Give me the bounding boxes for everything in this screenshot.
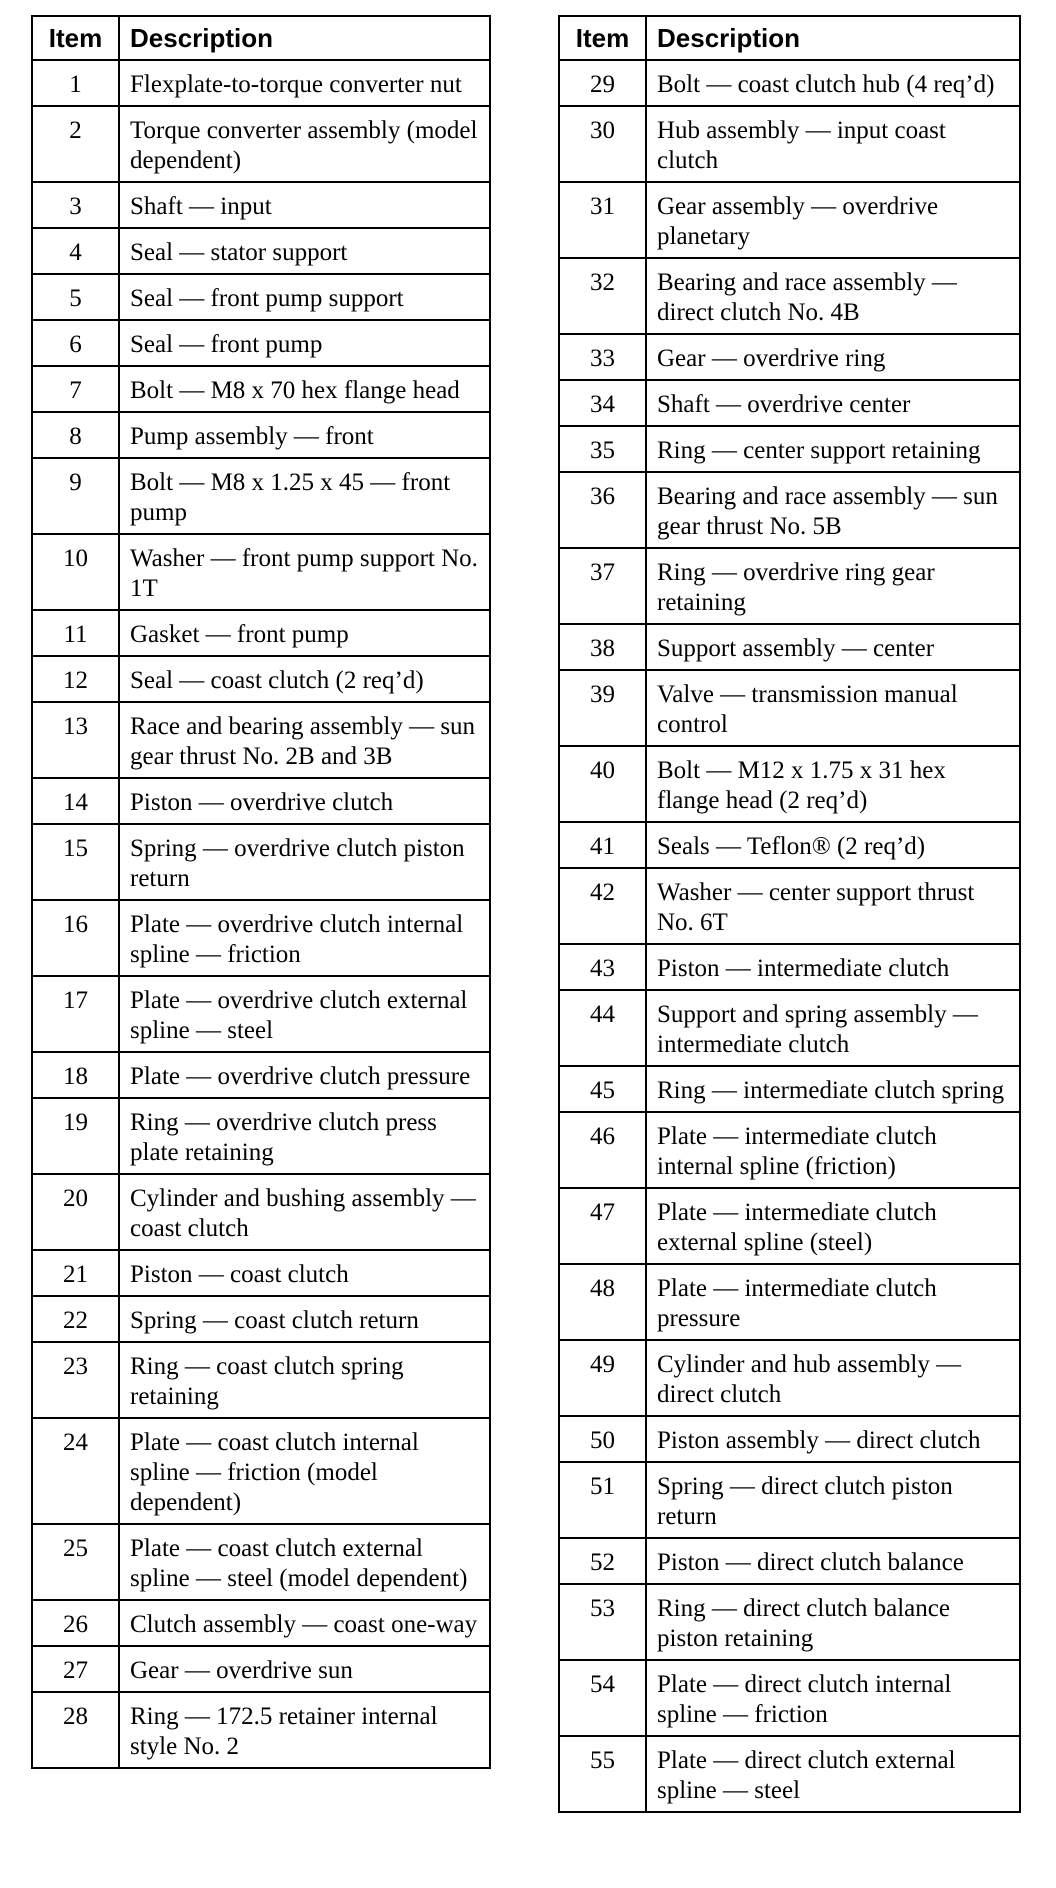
table-row bbox=[32, 366, 490, 412]
table-row bbox=[32, 320, 490, 366]
table-row bbox=[559, 1188, 1020, 1264]
item-number: 3 bbox=[32, 182, 119, 228]
table-row bbox=[32, 60, 490, 106]
item-number: 49 bbox=[559, 1340, 646, 1416]
item-number: 31 bbox=[559, 182, 646, 258]
table-row bbox=[559, 670, 1020, 746]
item-description: Bolt — M8 x 1.25 x 45 — front pump bbox=[119, 458, 490, 534]
item-number: 21 bbox=[32, 1250, 119, 1296]
item-number: 19 bbox=[32, 1098, 119, 1174]
item-number: 42 bbox=[559, 868, 646, 944]
item-number: 11 bbox=[32, 610, 119, 656]
table-row bbox=[32, 106, 490, 182]
table-row bbox=[559, 182, 1020, 258]
item-number: 37 bbox=[559, 548, 646, 624]
item-number: 40 bbox=[559, 746, 646, 822]
table-row bbox=[559, 1462, 1020, 1538]
table-row bbox=[559, 1416, 1020, 1462]
table-row bbox=[559, 868, 1020, 944]
item-description: Plate — intermediate clutch pressure bbox=[646, 1264, 1020, 1340]
table-row bbox=[32, 1174, 490, 1250]
item-description: Ring — 172.5 retainer internal style No. 2 bbox=[119, 1692, 490, 1768]
item-description: Bearing and race assembly — sun gear thrust No. 5B bbox=[646, 472, 1020, 548]
item-description: Piston — direct clutch balance bbox=[646, 1538, 1020, 1584]
table-row bbox=[559, 1538, 1020, 1584]
table-row bbox=[32, 1342, 490, 1418]
item-number: 13 bbox=[32, 702, 119, 778]
table-row bbox=[32, 976, 490, 1052]
item-number: 34 bbox=[559, 380, 646, 426]
item-number: 54 bbox=[559, 1660, 646, 1736]
item-description: Ring — coast clutch spring retaining bbox=[119, 1342, 490, 1418]
item-description: Plate — overdrive clutch external spline — steel bbox=[119, 976, 490, 1052]
item-description: Washer — front pump support No. 1T bbox=[119, 534, 490, 610]
item-number: 22 bbox=[32, 1296, 119, 1342]
table-row bbox=[559, 1584, 1020, 1660]
item-description: Seals — Teflon® (2 req’d) bbox=[646, 822, 1020, 868]
item-number: 36 bbox=[559, 472, 646, 548]
item-number: 29 bbox=[559, 60, 646, 106]
table-row bbox=[32, 610, 490, 656]
table-row bbox=[32, 1646, 490, 1692]
item-number: 1 bbox=[32, 60, 119, 106]
item-number: 8 bbox=[32, 412, 119, 458]
item-number: 46 bbox=[559, 1112, 646, 1188]
item-number: 43 bbox=[559, 944, 646, 990]
table-row bbox=[32, 1524, 490, 1600]
table-row bbox=[559, 746, 1020, 822]
item-description: Seal — front pump support bbox=[119, 274, 490, 320]
item-number: 32 bbox=[559, 258, 646, 334]
table-row bbox=[559, 1736, 1020, 1812]
item-number: 20 bbox=[32, 1174, 119, 1250]
item-description: Gasket — front pump bbox=[119, 610, 490, 656]
item-description: Plate — direct clutch internal spline — friction bbox=[646, 1660, 1020, 1736]
item-number: 28 bbox=[32, 1692, 119, 1768]
item-number: 15 bbox=[32, 824, 119, 900]
item-description: Gear assembly — overdrive planetary bbox=[646, 182, 1020, 258]
table-row bbox=[32, 656, 490, 702]
table-row bbox=[32, 900, 490, 976]
item-number: 30 bbox=[559, 106, 646, 182]
item-description: Hub assembly — input coast clutch bbox=[646, 106, 1020, 182]
item-description: Shaft — overdrive center bbox=[646, 380, 1020, 426]
item-number: 6 bbox=[32, 320, 119, 366]
item-description: Plate — overdrive clutch pressure bbox=[119, 1052, 490, 1098]
item-description: Torque converter assembly (model dependent) bbox=[119, 106, 490, 182]
parts-table-left-body bbox=[32, 60, 490, 1768]
item-number: 10 bbox=[32, 534, 119, 610]
item-number: 4 bbox=[32, 228, 119, 274]
table-row bbox=[32, 412, 490, 458]
item-description: Piston — overdrive clutch bbox=[119, 778, 490, 824]
item-description: Ring — intermediate clutch spring bbox=[646, 1066, 1020, 1112]
table-row bbox=[559, 258, 1020, 334]
item-number: 17 bbox=[32, 976, 119, 1052]
table-row bbox=[559, 624, 1020, 670]
item-description: Bolt — M8 x 70 hex flange head bbox=[119, 366, 490, 412]
table-row bbox=[32, 1250, 490, 1296]
item-number: 14 bbox=[32, 778, 119, 824]
item-description: Pump assembly — front bbox=[119, 412, 490, 458]
table-row bbox=[559, 472, 1020, 548]
item-number: 12 bbox=[32, 656, 119, 702]
item-description: Gear — overdrive ring bbox=[646, 334, 1020, 380]
table-row bbox=[32, 1052, 490, 1098]
table-row bbox=[32, 534, 490, 610]
item-column-header: Item bbox=[559, 16, 646, 60]
item-description: Plate — intermediate clutch external spline (steel) bbox=[646, 1188, 1020, 1264]
item-number: 44 bbox=[559, 990, 646, 1066]
item-description: Spring — overdrive clutch piston return bbox=[119, 824, 490, 900]
item-description: Ring — overdrive clutch press plate retaining bbox=[119, 1098, 490, 1174]
item-number: 33 bbox=[559, 334, 646, 380]
item-description: Race and bearing assembly — sun gear thrust No. 2B and 3B bbox=[119, 702, 490, 778]
item-number: 9 bbox=[32, 458, 119, 534]
table-row bbox=[559, 1660, 1020, 1736]
item-description: Seal — stator support bbox=[119, 228, 490, 274]
table-row bbox=[559, 822, 1020, 868]
item-description: Plate — overdrive clutch internal spline — friction bbox=[119, 900, 490, 976]
item-description: Ring — overdrive ring gear retaining bbox=[646, 548, 1020, 624]
item-description: Bolt — M12 x 1.75 x 31 hex flange head (2 req’d) bbox=[646, 746, 1020, 822]
table-row bbox=[32, 182, 490, 228]
item-description: Support and spring assembly — intermediate clutch bbox=[646, 990, 1020, 1066]
item-description: Flexplate-to-torque converter nut bbox=[119, 60, 490, 106]
table-row bbox=[32, 1692, 490, 1768]
item-description: Seal — coast clutch (2 req’d) bbox=[119, 656, 490, 702]
item-number: 16 bbox=[32, 900, 119, 976]
table-row bbox=[559, 1066, 1020, 1112]
item-number: 55 bbox=[559, 1736, 646, 1812]
table-row bbox=[32, 458, 490, 534]
parts-table-right-body bbox=[559, 60, 1020, 1812]
item-description: Plate — coast clutch internal spline — friction (model dependent) bbox=[119, 1418, 490, 1524]
item-description: Valve — transmission manual control bbox=[646, 670, 1020, 746]
table-row bbox=[559, 1112, 1020, 1188]
item-number: 50 bbox=[559, 1416, 646, 1462]
table-row bbox=[559, 944, 1020, 990]
item-description: Plate — direct clutch external spline — steel bbox=[646, 1736, 1020, 1812]
table-row bbox=[559, 990, 1020, 1066]
item-number: 53 bbox=[559, 1584, 646, 1660]
item-description: Plate — coast clutch external spline — steel (model dependent) bbox=[119, 1524, 490, 1600]
item-description: Piston — coast clutch bbox=[119, 1250, 490, 1296]
item-number: 41 bbox=[559, 822, 646, 868]
item-description: Spring — coast clutch return bbox=[119, 1296, 490, 1342]
item-number: 25 bbox=[32, 1524, 119, 1600]
table-row bbox=[559, 106, 1020, 182]
item-description: Bolt — coast clutch hub (4 req’d) bbox=[646, 60, 1020, 106]
item-number: 52 bbox=[559, 1538, 646, 1584]
table-row bbox=[559, 548, 1020, 624]
item-number: 26 bbox=[32, 1600, 119, 1646]
table-header-row bbox=[32, 16, 490, 60]
item-description: Ring — center support retaining bbox=[646, 426, 1020, 472]
table-row bbox=[559, 426, 1020, 472]
item-number: 23 bbox=[32, 1342, 119, 1418]
table-row bbox=[559, 1340, 1020, 1416]
item-number: 48 bbox=[559, 1264, 646, 1340]
description-column-header: Description bbox=[119, 16, 490, 60]
item-number: 38 bbox=[559, 624, 646, 670]
item-number: 51 bbox=[559, 1462, 646, 1538]
table-row bbox=[32, 274, 490, 320]
item-number: 24 bbox=[32, 1418, 119, 1524]
item-number: 2 bbox=[32, 106, 119, 182]
table-row bbox=[559, 380, 1020, 426]
item-description: Support assembly — center bbox=[646, 624, 1020, 670]
item-description: Clutch assembly — coast one-way bbox=[119, 1600, 490, 1646]
table-row bbox=[32, 778, 490, 824]
item-number: 7 bbox=[32, 366, 119, 412]
item-description: Washer — center support thrust No. 6T bbox=[646, 868, 1020, 944]
item-description: Seal — front pump bbox=[119, 320, 490, 366]
table-row bbox=[32, 1098, 490, 1174]
item-description: Cylinder and bushing assembly — coast clutch bbox=[119, 1174, 490, 1250]
table-row bbox=[559, 334, 1020, 380]
item-description: Spring — direct clutch piston return bbox=[646, 1462, 1020, 1538]
item-column-header: Item bbox=[32, 16, 119, 60]
parts-table-left bbox=[31, 15, 491, 1769]
item-description: Shaft — input bbox=[119, 182, 490, 228]
item-number: 18 bbox=[32, 1052, 119, 1098]
item-number: 39 bbox=[559, 670, 646, 746]
table-row bbox=[32, 1296, 490, 1342]
table-row bbox=[32, 702, 490, 778]
table-row bbox=[32, 824, 490, 900]
table-row bbox=[32, 1418, 490, 1524]
item-description: Cylinder and hub assembly — direct clutch bbox=[646, 1340, 1020, 1416]
item-description: Bearing and race assembly — direct clutch No. 4B bbox=[646, 258, 1020, 334]
item-number: 27 bbox=[32, 1646, 119, 1692]
table-row bbox=[32, 1600, 490, 1646]
item-number: 35 bbox=[559, 426, 646, 472]
item-number: 45 bbox=[559, 1066, 646, 1112]
table-row bbox=[559, 1264, 1020, 1340]
item-number: 47 bbox=[559, 1188, 646, 1264]
item-description: Piston — intermediate clutch bbox=[646, 944, 1020, 990]
item-number: 5 bbox=[32, 274, 119, 320]
item-description: Ring — direct clutch balance piston retaining bbox=[646, 1584, 1020, 1660]
parts-table-right bbox=[558, 15, 1021, 1813]
item-description: Gear — overdrive sun bbox=[119, 1646, 490, 1692]
item-description: Plate — intermediate clutch internal spline (friction) bbox=[646, 1112, 1020, 1188]
item-description: Piston assembly — direct clutch bbox=[646, 1416, 1020, 1462]
description-column-header: Description bbox=[646, 16, 1020, 60]
table-header-row bbox=[559, 16, 1020, 60]
table-row bbox=[32, 228, 490, 274]
table-row bbox=[559, 60, 1020, 106]
